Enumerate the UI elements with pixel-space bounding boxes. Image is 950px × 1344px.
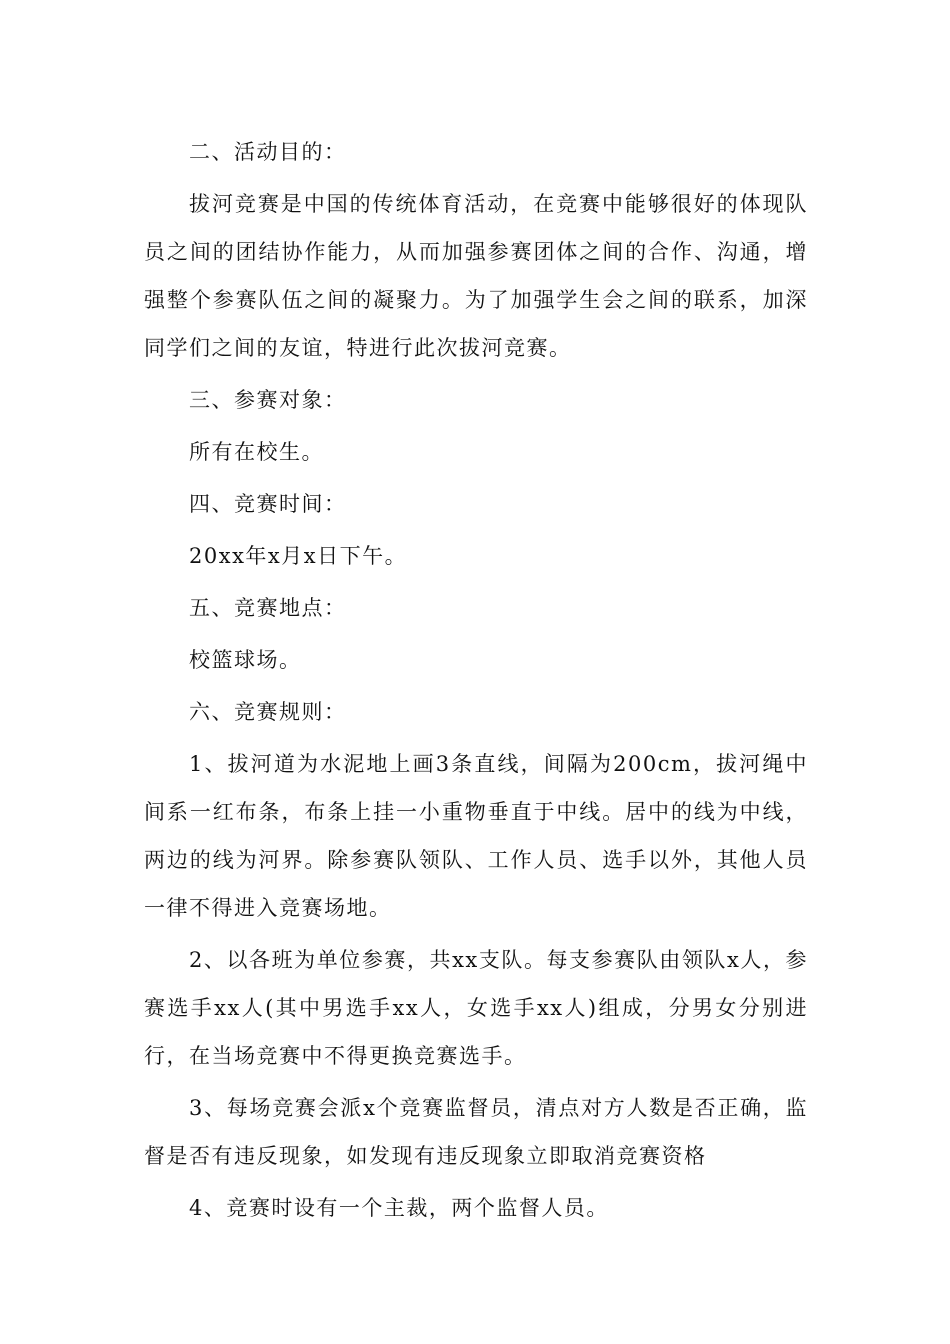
rule-item-2: 2、以各班为单位参赛，共xx支队。每支参赛队由领队x人，参赛选手xx人(其中男选手xx人，女选手xx人)组成，分男女分别进行，在当场竞赛中不得更换竞赛选手。 xyxy=(144,948,808,1068)
document-body xyxy=(144,128,808,1236)
rule-item-4: 4、竞赛时设有一个主裁，两个监督人员。 xyxy=(189,1196,609,1220)
paragraph-purpose: 拔河竞赛是中国的传统体育活动，在竞赛中能够很好的体现队员之间的团结协作能力，从而加强参赛团体之间的合作、沟通，增强整个参赛队伍之间的凝聚力。为了加强学生会之间的联系，加深同学们之间的友谊，特进行此次拔河竞赛。 xyxy=(144,192,808,360)
rule-item-1: 1、拔河道为水泥地上画3条直线，间隔为200cm，拔河绳中间系一红布条，布条上挂一小重物垂直于中线。居中的线为中线，两边的线为河界。除参赛队领队、工作人员、选手以外，其他人员一律不得进入竞赛场地。 xyxy=(144,752,808,920)
rule-item-3: 3、每场竞赛会派x个竞赛监督员，清点对方人数是否正确，监督是否有违反现象，如发现有违反现象立即取消竞赛资格 xyxy=(144,1096,808,1168)
paragraph-participants: 所有在校生。 xyxy=(189,440,324,464)
section-heading-location: 五、竞赛地点： xyxy=(189,596,347,620)
paragraph-location: 校篮球场。 xyxy=(189,648,302,672)
section-heading-time: 四、竞赛时间： xyxy=(189,492,347,516)
section-heading-participants: 三、参赛对象： xyxy=(189,388,347,412)
section-heading-rules: 六、竞赛规则： xyxy=(189,700,347,724)
section-heading-purpose: 二、活动目的： xyxy=(189,140,347,164)
paragraph-time: 20xx年x月x日下午。 xyxy=(189,544,408,568)
